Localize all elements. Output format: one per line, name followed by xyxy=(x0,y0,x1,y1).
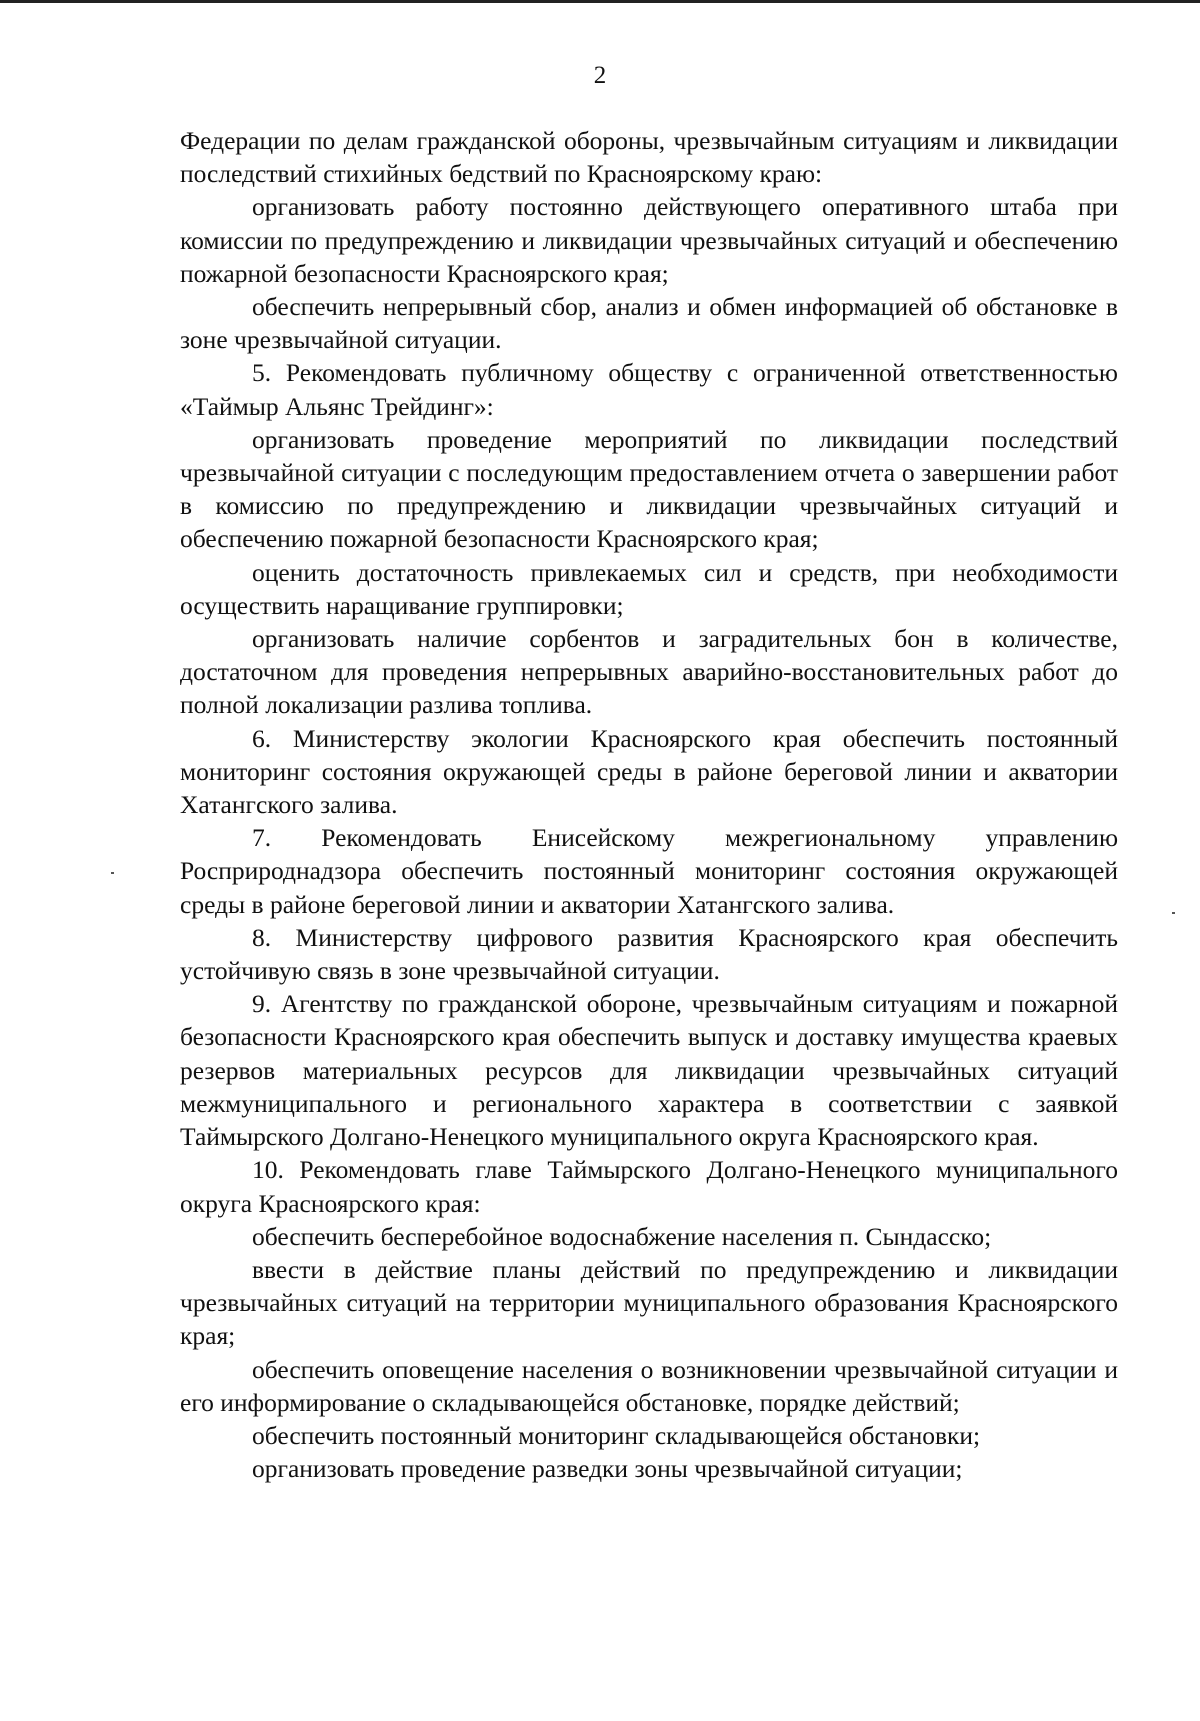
paragraph-10-sub-3: обеспечить оповещение населения о возникновении чрезвычайной ситуации и его информирование о складывающейся обстановке, порядке действий; xyxy=(180,1354,1118,1417)
paragraph-5-sub-3: организовать наличие сорбентов и заградительных бон в количестве, достаточном для проведения непрерывных аварийно-восстановительных работ до полной локализации разлива топлива. xyxy=(180,624,1118,720)
paragraph-3: обеспечить непрерывный сбор, анализ и обмен информацией об обстановке в зоне чрезвычайной ситуации. xyxy=(180,292,1118,355)
page-number: 2 xyxy=(593,62,607,89)
paragraph-10-sub-2: ввести в действие планы действий по предупреждению и ликвидации чрезвычайных ситуаций на территории муниципального образования Красноярского края; xyxy=(180,1254,1118,1351)
paragraph-item-10: 10. Рекомендовать главе Таймырского Долгано-Ненецкого муниципального округа Красноярского края: xyxy=(180,1155,1118,1218)
paragraph-item-7: 7. Рекомендовать Енисейскому межрегиональному управлению Росприроднадзора обеспечить постоянный мониторинг состояния окружающей среды в районе береговой линии и акватории Хатангского залива. xyxy=(180,823,1118,919)
scan-top-edge xyxy=(0,0,1200,3)
paragraph-1: Федерации по делам гражданской обороны, чрезвычайным ситуациям и ликвидации последствий стихийных бедствий по Красноярскому краю: xyxy=(180,126,1118,189)
paragraph-10-sub-1: обеспечить бесперебойное водоснабжение населения п. Сындасско; xyxy=(252,1221,992,1251)
paragraph-item-5: 5. Рекомендовать публичному обществу с ограниченной ответственностью «Таймыр Альянс Трейдинг»: xyxy=(180,358,1118,421)
scan-speck-left xyxy=(111,872,114,874)
paragraph-5-sub-1: организовать проведение мероприятий по ликвидации последствий чрезвычайной ситуации с последующим предоставлением отчета о завершении работ в комиссию по предупреждению и ликвидации чрезвычайных ситуаций и обеспечению пожарной безопасности Красноярского края; xyxy=(180,424,1118,554)
paragraph-10-sub-4: обеспечить постоянный мониторинг складывающейся обстановки; xyxy=(252,1420,981,1450)
scan-speck-right xyxy=(1172,912,1175,914)
paragraph-2: организовать работу постоянно действующего оперативного штаба при комиссии по предупреждению и ликвидации чрезвычайных ситуаций и обеспечению пожарной безопасности Красноярского края; xyxy=(180,192,1118,288)
paragraph-item-8: 8. Министерству цифрового развития Красноярского края обеспечить устойчивую связь в зоне чрезвычайной ситуации. xyxy=(180,922,1118,986)
paragraph-5-sub-2: оценить достаточность привлекаемых сил и средств, при необходимости осуществить наращивание группировки; xyxy=(180,557,1118,620)
paragraph-10-sub-5: организовать проведение разведки зоны чрезвычайной ситуации; xyxy=(252,1454,963,1484)
paragraph-item-9: 9. Агентству по гражданской обороне, чрезвычайным ситуациям и пожарной безопасности Красноярского края обеспечить выпуск и доставку имущества краевых резервов материальных ресурсов для ликвидации чрезвычайных ситуаций межмуниципального и регионального характера в соответствии с заявкой Таймырского Долгано-Ненецкого муниципального округа Красноярского края. xyxy=(180,989,1118,1152)
paragraph-item-6: 6. Министерству экологии Красноярского края обеспечить постоянный мониторинг состояния окружающей среды в районе береговой линии и акватории Хатангского залива. xyxy=(180,723,1118,820)
document-body xyxy=(180,124,1118,1485)
